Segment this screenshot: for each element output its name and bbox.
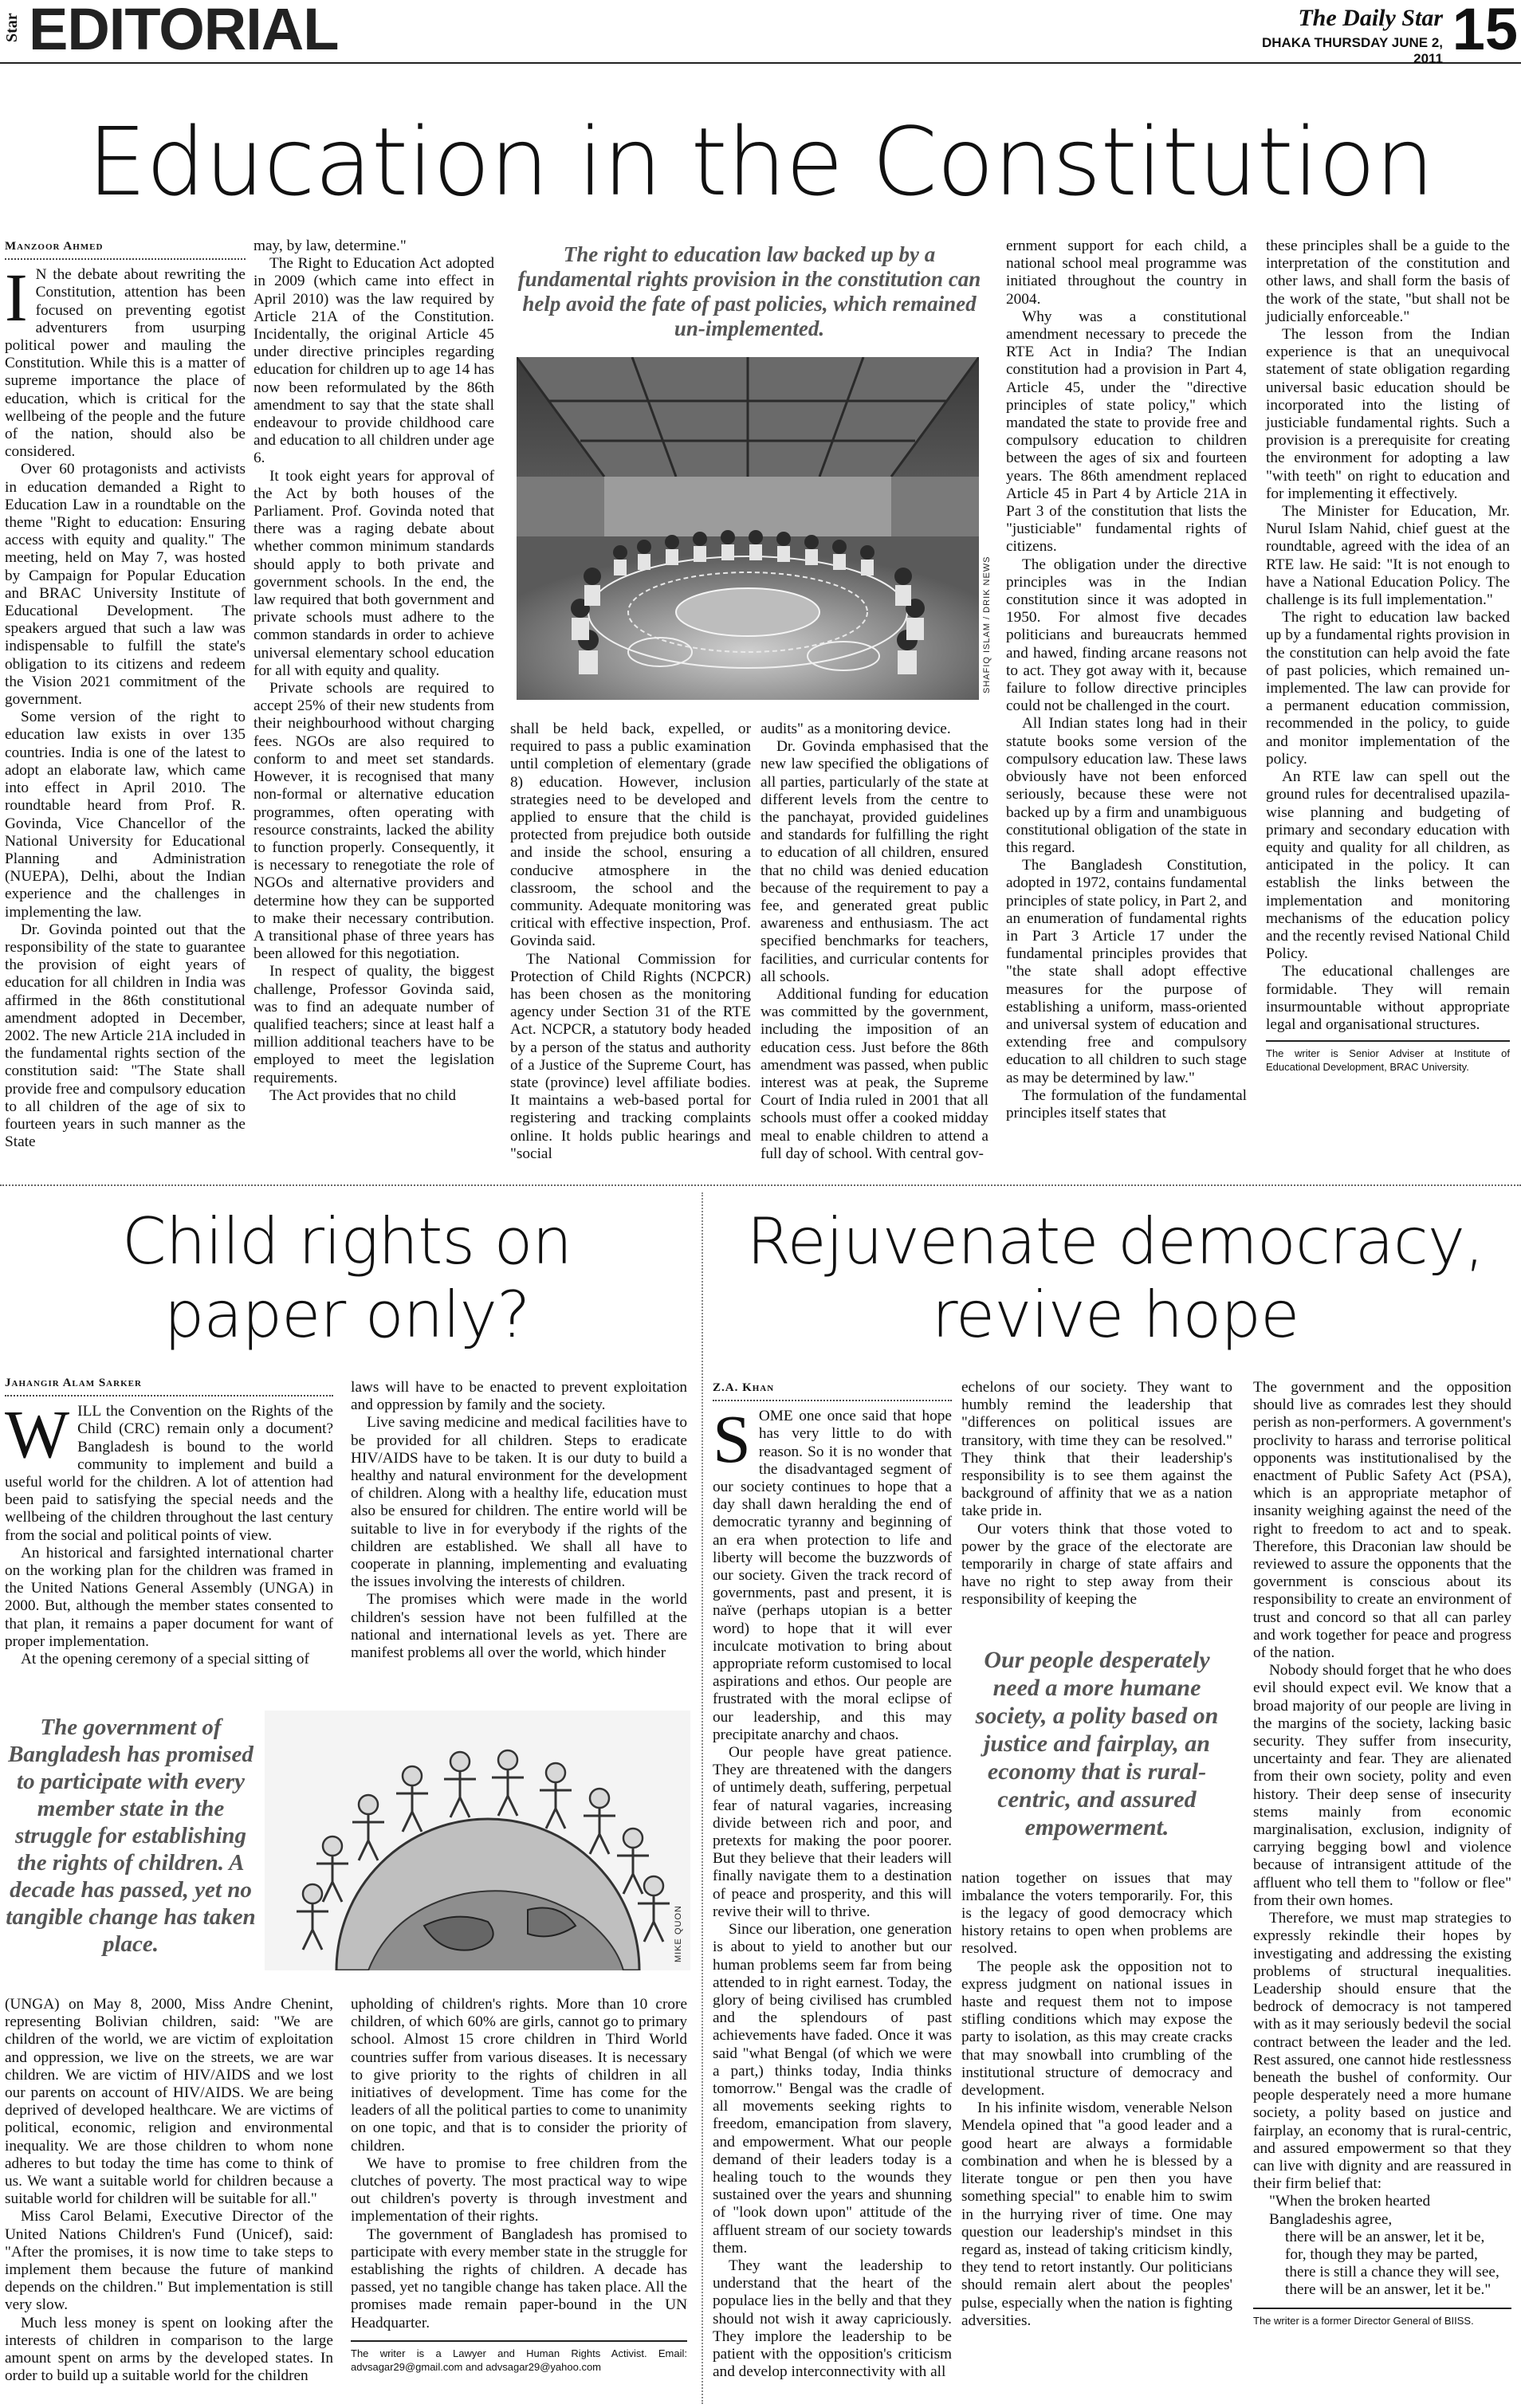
classroom-photo <box>517 357 979 700</box>
column-divider <box>702 1192 703 2404</box>
children-globe-illustration <box>265 1711 690 1970</box>
article2-column-1: Jahangir Alam Sarker WILL the Convention on the Rights of the Child (CRC) remain only a document? Bangladesh is bound to the world community to implement and build a useful world for the children. A lot of attention had been paid to satisfying the special needs and the wellbeing of the children throughout the last century from the social and political points of view. An historical and farsighted international charter on the working plan for the children was framed in the United Nations General Assembly (UNGA) in 2000. But, although the member states consented to that plan, it remains a paper document for want of proper implementation. At the opening ceremony of a special sitting of <box>5 1374 333 1668</box>
article2-headline-line-1: Child rights on <box>121 1204 572 1279</box>
article2-footnote: The writer is a Lawyer and Human Rights Activist. Email: advsagar29@gmail.com and advsagar29@yahoo.com <box>351 2340 687 2374</box>
article1-pull-quote: The right to education law backed up by a fundamental rights provision in the constitution can help avoid the fate of past policies, which remained un-implemented. <box>517 242 981 340</box>
article1-column-5: ernment support for each child, a national school meal programme was initiated throughout the country in 2004. Why was a constitutional amendment necessary to precede the RTE Act in India? The Indian constitution had a provision in Part 4, Article 45, under the "directive principles of state policy," which mandated the state to provide free and compulsory education to children between the ages of six and fourteen years. The 86th amendment replaced Article 45 in Part 4 by Article 21A in Part 3 of the constitution that lists the "justiciable" fundamental rights of citizens. The obligation under the directive principles was in the Indian constitution since it was adopted in 1950. For almost five decades politicians and bureaucrats hemmed and hawed, finding arcane reasons not to act. They got away with it, because failure to follow directive principles could not be challenged in the court. All Indian states long had in their statute books some version of the compulsory education law. These laws obviously have not been enforced seriously, because these were not backed up by a firm and unambiguous constitutional obligation of the state in this regard. The Bangladesh Constitution, adopted in 1972, contains fundamental principles of state policy, in Part 2, and an enumeration of fundamental rights in Part 3 Article 17 under the fundamental principles provides that "the state shall adopt effective measures for the purpose of establishing a uniform, mass-oriented and universal system of education and extending free and compulsory education to all children to such stage as may be determined by law." The formulation of the fundamental principles itself states that <box>1006 238 1247 1122</box>
article1-footnote: The writer is Senior Adviser at Institute of Educational Development, BRAC University. <box>1266 1040 1510 1074</box>
section-divider <box>0 1184 1521 1186</box>
article3-column-3: The government and the opposition should live as comrades lest they should perish as non-performers. A government's proclivity to harass and terrorise political opponents was institutionalised by the enactment of Public Safety Act (PSA), which is an appropriate metaphor of insanity weighing against the need of the right to freedom to act and to speak. Therefore, this Draconian law should be reviewed to assure the opponents that the government is conscious about its responsibility to create an environment of trust and concord so that all can parley and work together for peace and progress of the nation. Nobody should forget that he who does evil should expect evil. We know that a broad majority of our people are living in the margins of the society, lacking basic security. They suffer from insecurity, uncertainty and fear. They are alienated from their own society, polity and even history. Their deep sense of insecurity stems mainly from economic marginalisation, exclusion, indignity of carrying begging bowl and violence because of intransigent attitude of the affluent who tell them to "follow or flee" from their own homes. Therefore, we must map strategies to expressly rekindle their hopes by investigating and addressing the existing problems of structural inequalities. Leadership should ensure that the bedrock of democracy is not tampered with as it may seriously bedevil the social contract between the leader and the led. Rest assured, one cannot hide restlessness beneath the bushel of conformity. Our people desperately need a more humane society, a polity based on justice and fairplay, an economy that is rural-centric, and assured empowerment so that they can live with dignity and are reassured in their firm belief that: "When the broken hearted Bangladeshis agree, there will be an answer, let it be, for, though they may be parted, there is still a chance they will see, there will be an answer, let it be." The writer is a former Director General of BIISS. <box>1253 1379 1511 2327</box>
article1-byline: Manzoor Ahmed <box>5 238 246 260</box>
article2-column-2: laws will have to be enacted to prevent exploitation and oppression by family and the society. Live saving medicine and medical facilities have to be provided for all children. Steps to eradicate HIV/AIDS have to be taken. It is our duty to build a healthy and natural environment for the development of children. Along with a healthy life, education must also be ensured for children. The entire world will be suitable to live in for everybody if the rights of the children are established. We shall all have to cooperate in planning, implementing and evaluating the issues involving the interests of children. The promises which were made in the world children's session have not been fulfilled at the national and international levels as yet. There are manifest problems all over the world, which hinder <box>351 1379 687 1662</box>
article1-column-6: these principles shall be a guide to the interpretation of the constitution and other laws, and shall form the basis of the work of the state, "but shall not be judicially enforceable." The lesson from the Indian experience is that an unequivocal statement of state obligation regarding universal basic education should be incorporated into the listing of justiciable fundamental rights. Such a provision is a prerequisite for creating the environment for adopting a law "with teeth" on right to education and for implementing it effectively. The Minister for Education, Mr. Nurul Islam Nahid, chief guest at the roundtable, agreed with the idea of an RTE law. He said: "It is not enough to have a National Education Policy. The challenge is its full implementation." The right to education law backed up by a fundamental rights provision in the constitution can help avoid the fate of past policies, which remained un-implemented. The law can provide for a permanent education commission, recommended in the policy, to guide and monitor implementation of the policy. An RTE law can spell out the ground rules for decentralised upazila-wise planning and budgeting of primary and secondary education with equity and quality for all children, as anticipated in the policy. It can establish the links between the implementation and monitoring mechanisms of the education policy and the recently revised National Child Policy. The educational challenges are formidable. They will remain insurmountable without appropriate legal and organisational structures. The writer is Senior Adviser at Institute of Educational Development, BRAC University. <box>1266 238 1510 1074</box>
photo-credit: SHAFIQ ISLAM / DRIK NEWS <box>982 556 992 693</box>
dropcap: I <box>5 259 28 336</box>
article3-headline-line-1: Rejuvenate democracy, <box>746 1204 1484 1279</box>
dateline: DHAKA THURSDAY JUNE 2, 2011 <box>1261 35 1443 66</box>
article1-column-2: may, by law, determine." The Right to Education Act adopted in 2009 (which came into effect in April 2010) was the law required by Article 21A of the Constitution. Incidentally, the original Article 45 under directive principles regarding education for children up to age 14 has now been reformulated by the 86th amendment to say that the state shall endeavour to provide childhood care and education to all children under age 6. It took eight years for approval of the Act by both houses of the Parliament. Prof. Govinda noted that there was a raging debate about whether common minimum standards should apply to both private and government schools. In the end, the law required that both government and private schools must adhere to the common standards in order to achieve universal elementary school education for all with equity and quality. Private schools are required to accept 25% of their new students from their neighbourhood without charging fees. NGOs are also required to conform to and meet set standards. However, it is recognised that many non-formal or alternative education programmes, often operating with resource constraints, lacked the ability to function properly. Consequently, it is necessary to renegotiate the role of NGOs and alternative providers and determine how they can be supported to make their necessary contribution. A transitional phase of three years has been allowed for this negotiation. In respect of quality, the biggest challenge, Professor Govinda said, was to find an adequate number of qualified teachers; since at least half a million additional teachers have to be employed to meet the legislation requirements. The Act provides that no child <box>254 238 494 1104</box>
article2-column-3: (UNGA) on May 8, 2000, Miss Andre Chenint, representing Bolivian children, said: "We are children of the world, we are victim of exploitation and oppression, we live on the streets, we are war children. We are victim of HIV/AIDS and we lost our parents on account of HIV/AIDS. We are being deprived of developed healthcare. We are victims of political, economic, religion and environmental inequality. We are those children to whom none adheres to but today the time has come to think of us. We want a suitable world for children because a suitable world for children will be suitable for all." Miss Carol Belami, Executive Director of the United Nations Children's Fund (Unicef), said: "After the promises, it is now time to take steps to implement them because the future of mankind depends on the children." But implementation is still very slow. Much less money is spent on looking after the interests of children in comparison to the large amount spent on arms by the developed states. In order to build up a suitable world for the children <box>5 1996 333 2385</box>
section-title: EDITORIAL <box>29 0 339 62</box>
classroom-photo-image <box>517 357 979 700</box>
article2-pull-quote: The government of Bangladesh has promised to participate with every member state in the struggle for establishing the rights of children. A decade has passed, yet no tangible change has taken place. <box>6 1715 256 1957</box>
article3-column-1: Z.A. Khan SOME one once said that hope has very little to do with reason. So it is no wonder that the disadvantaged segment of our society continues to hope that a day shall dawn heralding the end of democratic tyranny and beginning of an era when protection to life and liberty will become the buzzwords of our society. Given the track record of governments, past and present, it is naïve (perhaps utopian is a better word) to hope that it will ever inculcate motivation to bring about appropriate reform customised to local aspirations and ethos. Our people are frustrated with the moral eclipse of our leadership, and this may precipitate anarchy and chaos. Our people have great patience. They are threatened with the dangers of untimely death, suffering, perpetual fear of natural vagaries, increasing divide between rich and poor, and pretexts for making the poor poorer. But they believe that their leaders will finally navigate them to a destination of peace and prosperity, and this will revive their will to thrive. Since our liberation, one generation is about to yield to another but our human problems seem far from being attended to in right earnest. Today, the glory of being civilised has crumbled and the splendours of past achievements have faded. Once it was said "what Bengal (of which we were a part,) thinks today, India thinks tomorrow." Bengal was the cradle of all movements seeking rights to freedom, emancipation from slavery, and empowerment. What our people demand of their leaders today is a healing touch to the wounds they sustained over the years and shunning of "look down upon" attitude of the affluent stream of our society towards them. They want the leadership to understand that the heart of the populace lies in the belly and that they should not wish it away capriciously. They implore the leadership to be patient with the opposition's criticism and develop interconnectivity with all <box>713 1379 952 2381</box>
article3-footnote: The writer is a former Director General of BIISS. <box>1253 2308 1511 2327</box>
masthead <box>0 0 1521 64</box>
article3-headline-line-2: revive hope <box>931 1278 1299 1352</box>
article1-column-1: Manzoor Ahmed I N the debate about rewriting the Constitution, attention has been focused on preventing egotist adventurers from usurping political power and mauling the Constitution. While this is a matter of supreme importance the place of education, which is critical for the wellbeing of the people and the future of the nation, should also be considered. Over 60 protagonists and activists in education demanded a Right to Education Law in a roundtable on the theme "Right to education: Ensuring access with equity and quality." The meeting, held on May 7, was hosted by Campaign for Popular Education and BRAC University Institute of Educational Development. The speakers argued that such a law was indispensable to fulfill the state's obligation to its citizens and redeem the Vision 2021 commitment of the government. Some version of the right to education law exists in over 135 countries. India is one of the latest to adopt an elaborate law, which came into effect in April 2010. The roundtable heard from Prof. R. Govinda, Vice Chancellor of the National University for Educational Planning and Administration (NUEPA), Delhi, about the Indian experience and the challenges in implementing the law. Dr. Govinda pointed out that the responsibility of the state to guarantee the provision of eight years of education for all children in India was affirmed in the 86th constitutional amendment adopted in December, 2002. The new Article 21A included in the fundamental rights section of the constitution said: "The State shall provide free and compulsory education to all children of the age of six to fourteen years in such manner as the State <box>5 238 246 1151</box>
page-number: 15 <box>1452 0 1518 62</box>
closing-poem: "When the broken hearted Bangladeshis agree, there will be an answer, let it be, for, though they may be parted, there is still a chance they will see, there will be an answer, let it be." <box>1269 2193 1499 2299</box>
article2-byline: Jahangir Alam Sarker <box>5 1374 333 1396</box>
dropcap: S <box>713 1400 751 1478</box>
article1-column-4: audits" as a monitoring device. Dr. Govinda emphasised that the new law specified the obligations of all parties, particularly of the state at different levels from the centre to the panchayat, provided guidelines and standards for fulfilling the right to education of all children, ensured that no child was denied education because of the requirement to pay a fee, and generated great public awareness and enthusiasm. The act specified benchmarks for teachers, facilities, and curricular contents for all schools. Additional funding for education was committed by the government, including the imposition of an education cess. Just before the 86th amendment was passed, when public interest was at peak, the Supreme Court of India ruled in 2001 that all schools must offer a cooked midday meal to enable children to attend a full day of school. With central gov- <box>760 721 988 1162</box>
article1-headline: Education in the Constitution <box>87 107 1434 217</box>
children-globe-image <box>265 1711 690 1970</box>
article2-column-4: upholding of children's rights. More than 10 crore children, of which 60% are girls, cannot go to primary school. Almost 15 crore children in Third World countries suffer from various diseases. It is necessary to give priority to the rights of children in all initiatives of development. Time has come for the leaders of all the political parties to come to unanimity on one topic, and that is to consider the priority of children. We have to promise to free children from the clutches of poverty. The most practical way to wipe out children's poverty is through investment and implementation of their rights. The government of Bangladesh has promised to participate with every member state in the struggle for establishing the rights of children. A decade has passed, yet no tangible change has taken place. All the promises made remain paper-bound in the UN Headquarter. The writer is a Lawyer and Human Rights Activist. Email: advsagar29@gmail.com and advsagar29@yahoo.com <box>351 1996 687 2373</box>
dropcap: W <box>5 1396 70 1473</box>
star-logo: Star <box>3 13 21 43</box>
illustration-credit: MIKE QUON <box>674 1905 683 1962</box>
article3-column-2: echelons of our society. They want to humbly remind the leadership that "differences on political issues are transitory, with time they can be resolved." They think that their leadership's responsibility is to see them against the background of affinity that we as a nation take pride in. Our voters think that those voted to power by the grace of the electorate are temporarily in charge of state affairs and have no right to step away from their responsibility of keeping the Our people desperately need a more humane society, a polity based on justice and fairplay, an economy that is rural-centric, and assured empowerment. nation together on issues that may imbalance the voters temporarily. For, this is the legacy of good democracy which history retains to open when problems are resolved. The people ask the opposition not to express judgment on national issues in haste and request them not to impose stifling conditions which may expose the party to isolation, as this may create cracks that may snowball into crumbling of the institutional structure of democracy and development. In his infinite wisdom, venerable Nelson Mendela opined that "a good leader and a good heart are always a formidable combination and when he is blessed by a literate tongue or pen then you have something special" to enable him to swim in the hurrying river of time. One may question our leadership's mindset in this regard as, instead of taking criticism kindly, they tend to retort instantly. Our politicians should remain alert about the peoples' pulse, especially when the nation is fighting adversities. <box>961 1379 1232 2329</box>
paper-name: The Daily Star <box>1298 5 1443 31</box>
article2-headline-line-2: paper only? <box>163 1278 530 1352</box>
article3-pull-quote: Our people desperately need a more humane society, a polity based on justice and fairplay, an economy that is rural-centric, and assured empowerment. <box>975 1646 1219 1840</box>
article1-column-3: shall be held back, expelled, or required to pass a public examination until completion of elementary (grade 8) education. However, inclusion strategies need to be developed and applied to ensure that the child is protected from prejudice both outside and inside the school, ensuring a conducive atmosphere in the classroom, the school and the community. Adequate monitoring was critical with effective inspection, Prof. Govinda said. The National Commission for Protection of Child Rights (NCPCR) has been chosen as the monitoring agency under Section 31 of the RTE Act. NCPCR, a statutory body headed by a person of the status and authority of a Justice of the Supreme Court, has state (province) level affiliate bodies. It maintains a web-based portal for registering and tracking complaints online. It holds public hearings and "social <box>510 721 751 1162</box>
article3-byline: Z.A. Khan <box>713 1379 952 1401</box>
